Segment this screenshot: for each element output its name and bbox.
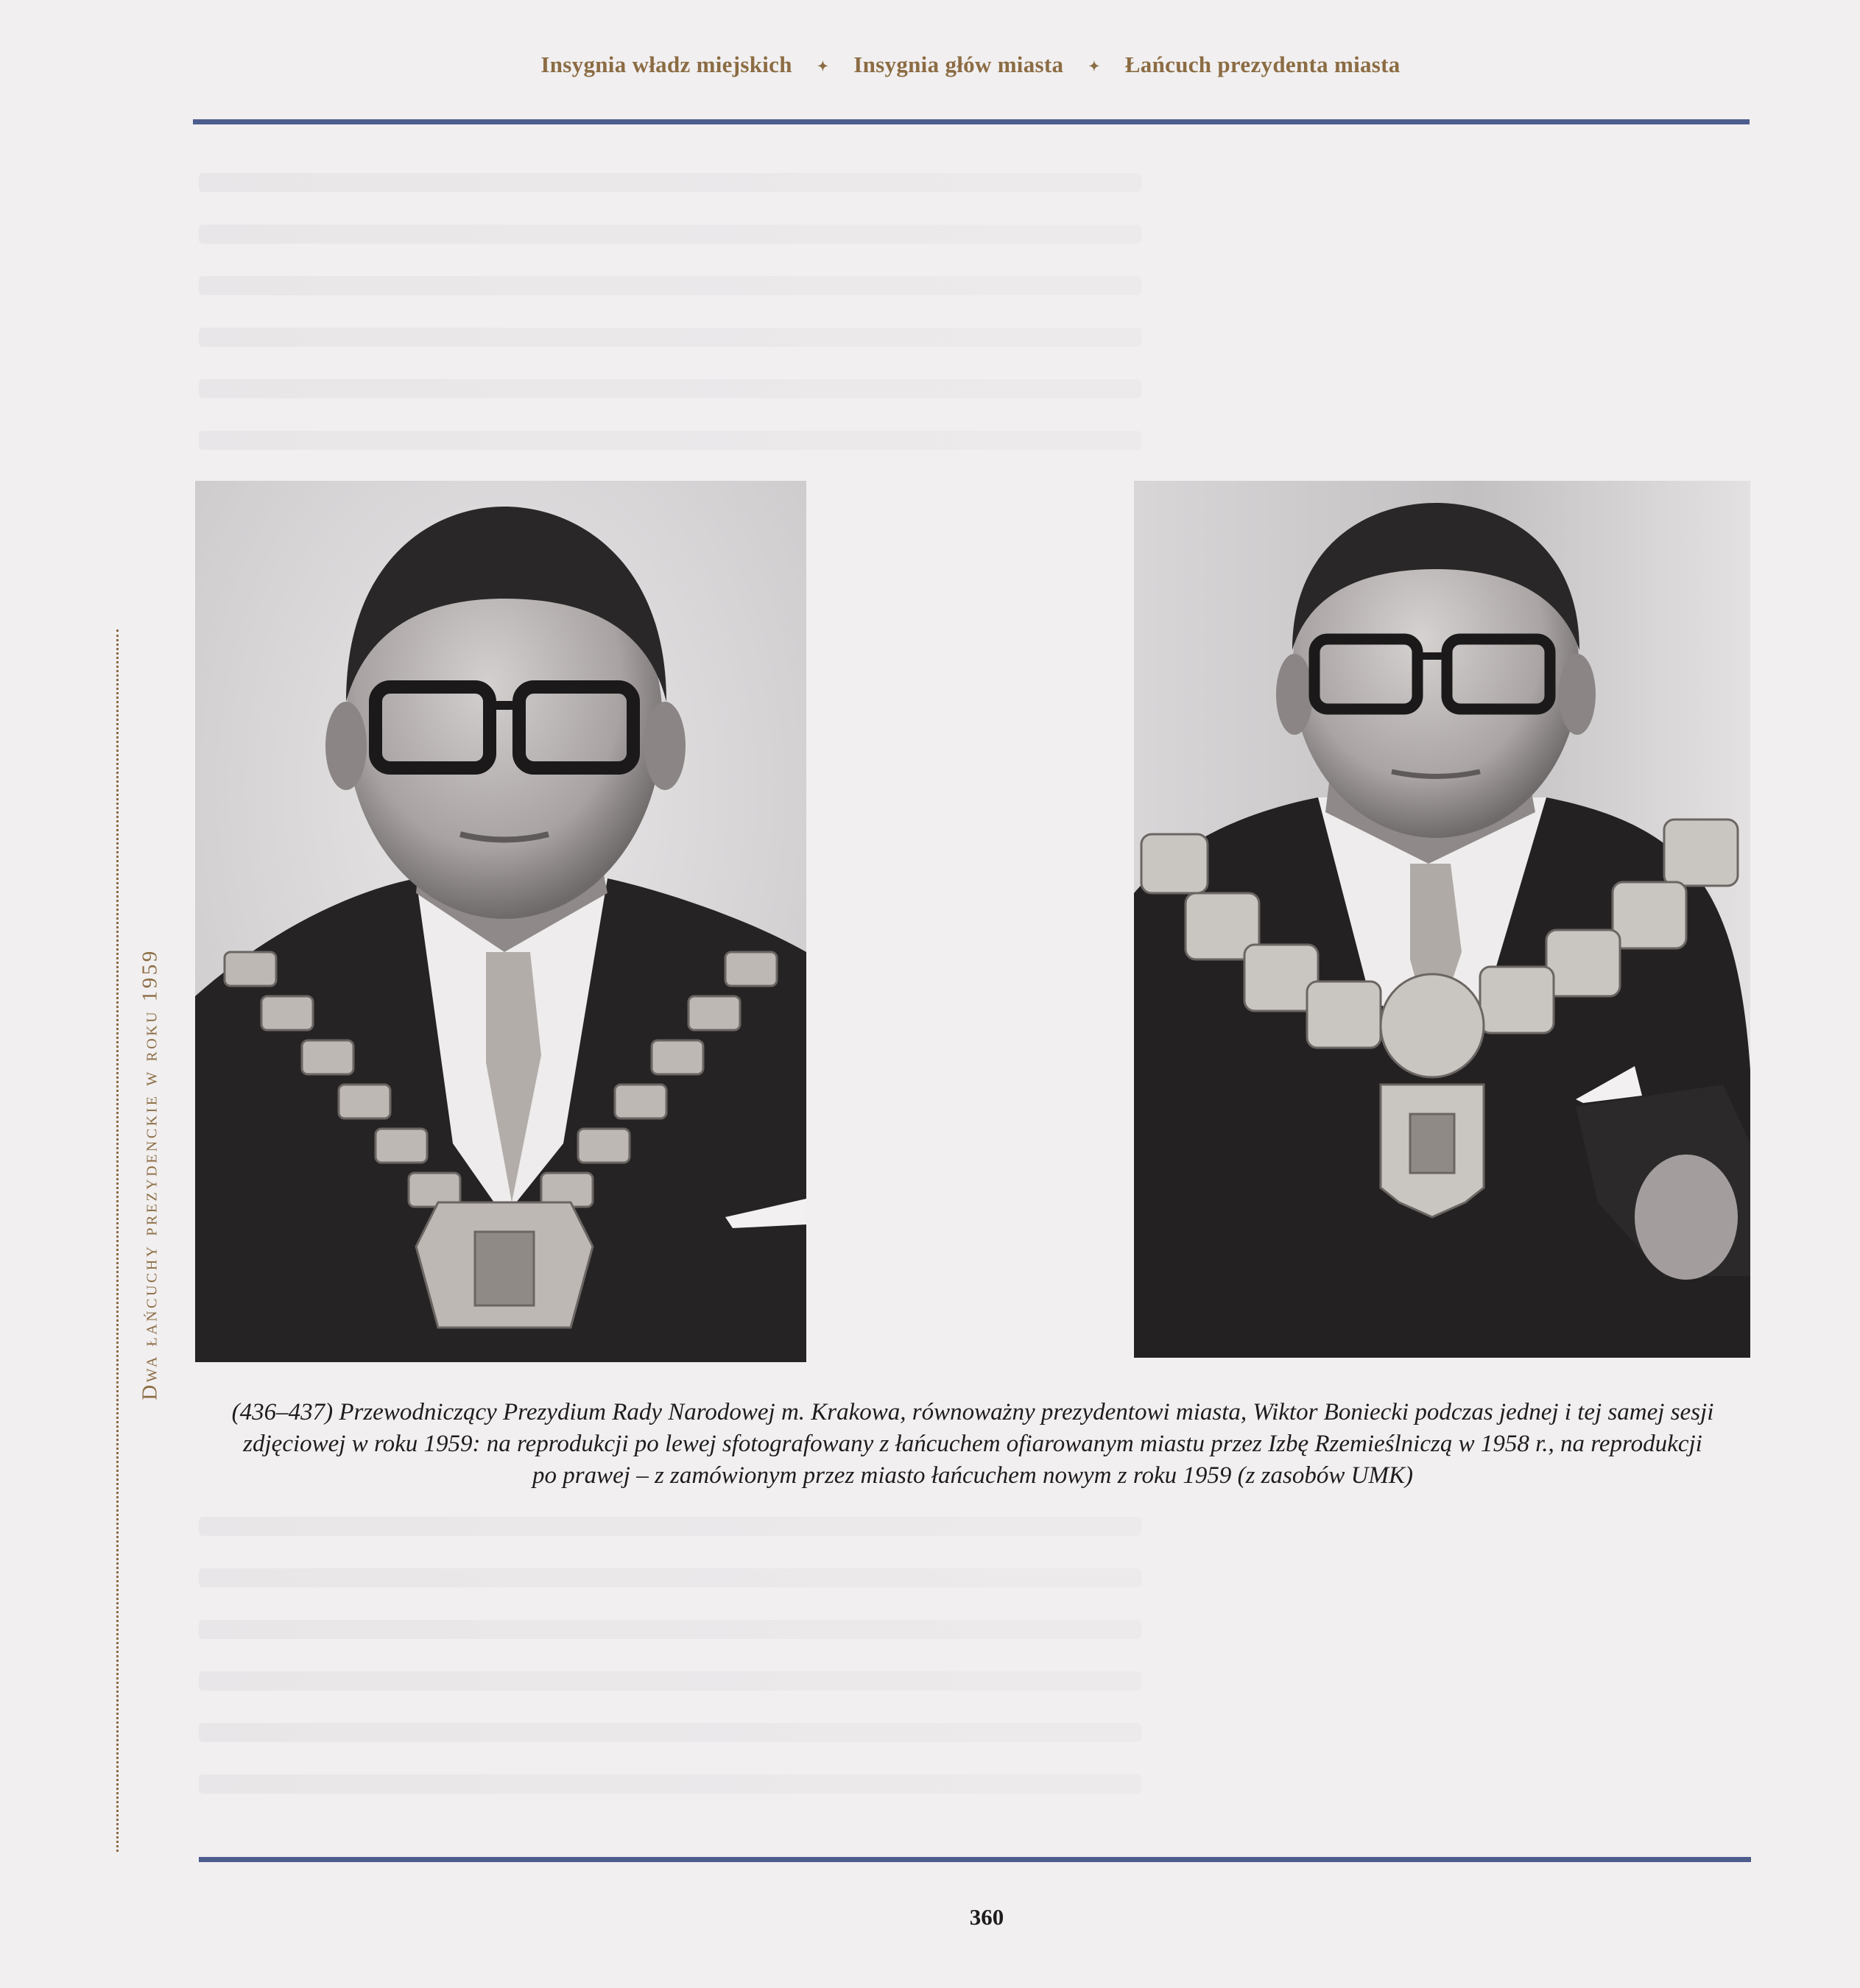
portrait-photo-icon — [1134, 481, 1750, 1358]
section-title-text: Dwa łańcuchy prezydenckie w roku 1959 — [138, 948, 162, 1400]
photo-right-portrait — [1134, 481, 1750, 1358]
page-number: 360 — [969, 1904, 1004, 1930]
breadcrumb-item: Insygnia głów miasta — [853, 52, 1064, 77]
breadcrumb-item: Insygnia władz miejskich — [540, 52, 792, 77]
header-rule — [193, 119, 1750, 124]
caption-line: po prawej – z zamówionym przez miasto łańcuchem nowym z roku 1959 (z zasobów UMK) — [532, 1462, 1413, 1489]
breadcrumb-item: Łańcuch prezydenta miasta — [1124, 52, 1401, 77]
running-header — [191, 52, 1750, 78]
portrait-photo-icon — [195, 481, 806, 1362]
separator-icon: ✦ — [1088, 59, 1100, 74]
footer-rule — [199, 1857, 1751, 1862]
caption-line: zdjęciowej w roku 1959: na reprodukcji po lewej sfotografowany z łańcuchem ofiarowanym miastu przez Izbę Rzemieślniczą w 1958 r., na reprodukcji — [243, 1431, 1702, 1457]
photo-left-portrait — [195, 481, 806, 1362]
caption-line: (436–437) Przewodniczący Prezydium Rady Narodowej m. Krakowa, równoważny prezydentowi miasta, Wiktor Boniecki podczas jednej i tej samej sesji — [231, 1399, 1714, 1425]
separator-icon: ✦ — [817, 59, 829, 74]
figure-caption — [195, 1397, 1750, 1492]
sidebar-dotted-line — [116, 630, 119, 1852]
